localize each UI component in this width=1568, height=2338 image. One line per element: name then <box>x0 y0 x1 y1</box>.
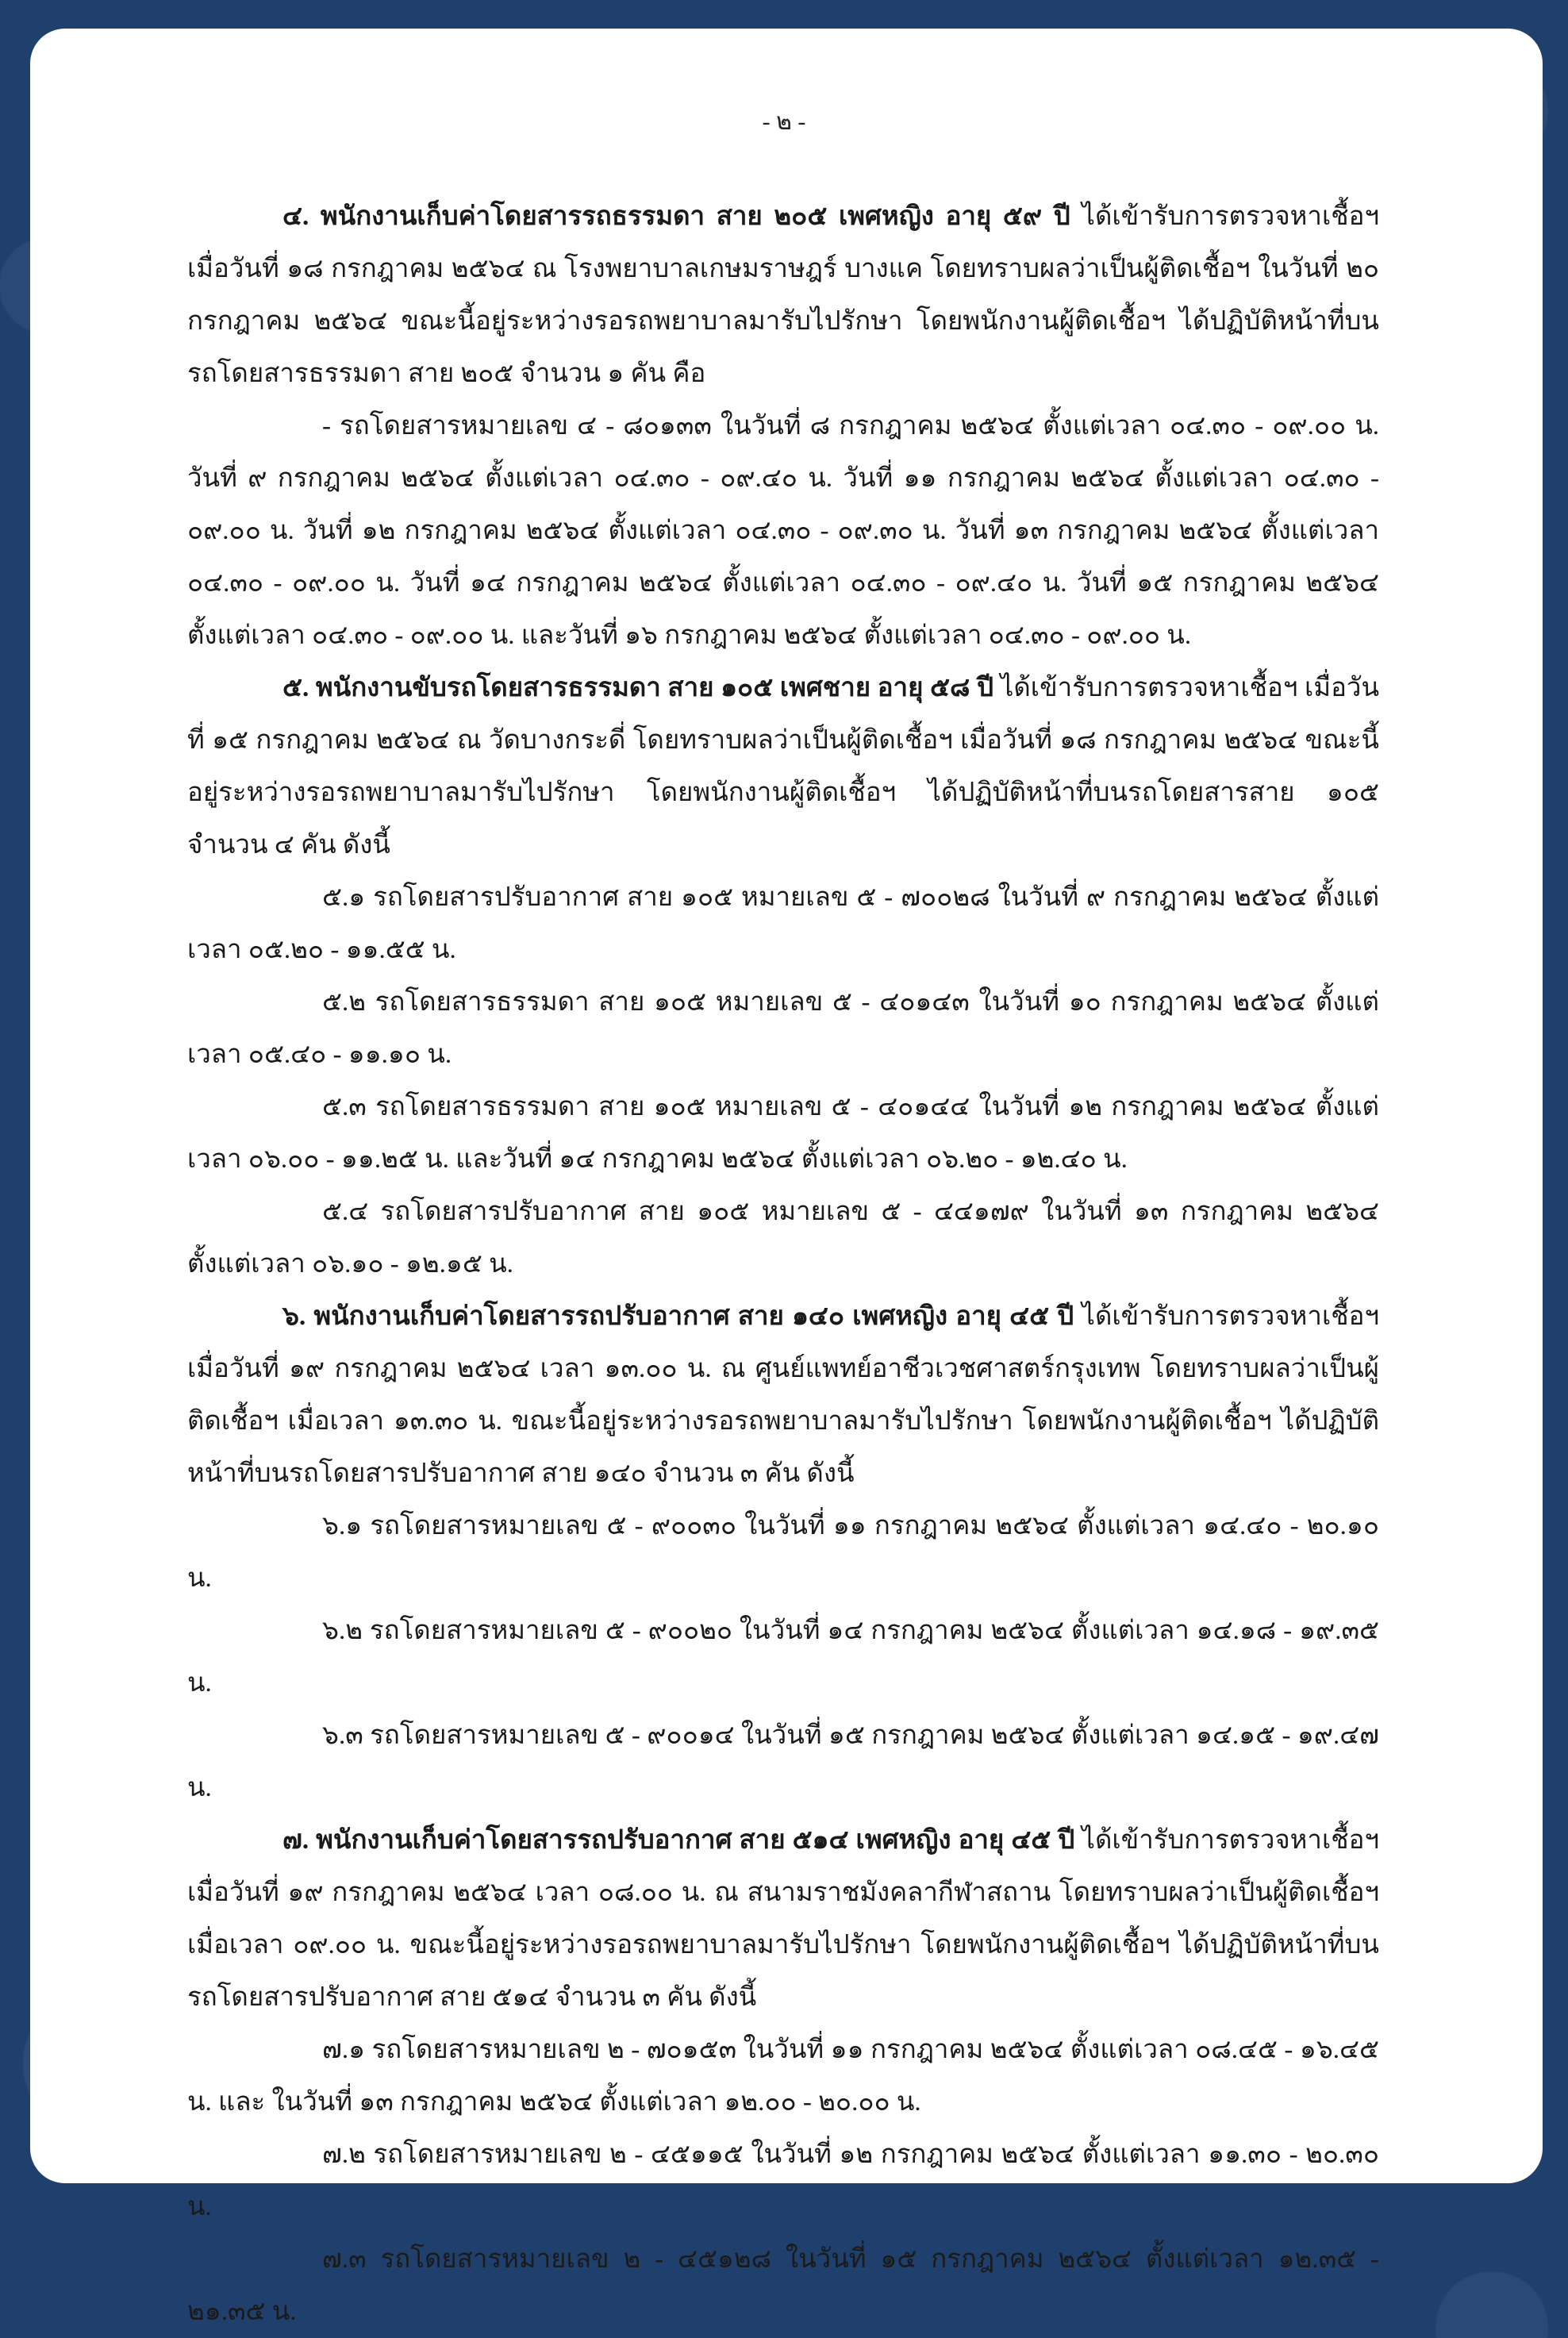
section-6-heading: ๖. พนักงานเก็บค่าโดยสารรถปรับอากาศ สาย ๑๔๐ เพศหญิง อายุ ๔๕ ปี <box>282 1302 1074 1331</box>
section-7-item-1: ๗.๑ รถโดยสารหมายเลข ๒ - ๗๐๑๕๓ ในวันที่ ๑๑ กรกฎาคม ๒๕๖๔ ตั้งแต่เวลา ๐๘.๔๕ - ๑๖.๔๕ น. และ ในวันที่ ๑๓ กรกฎาคม ๒๕๖๔ ตั้งแต่เวลา ๑๒.๐๐ - ๒๐.๐๐ น. <box>187 2036 1379 2117</box>
section-7-item-3: ๗.๓ รถโดยสารหมายเลข ๒ - ๔๕๑๒๘ ในวันที่ ๑๕ กรกฎาคม ๒๕๖๔ ตั้งแต่เวลา ๑๒.๓๕ - ๒๑.๓๕ น. <box>187 2245 1379 2326</box>
section-6-paragraph <box>187 1290 1379 1500</box>
section-6-item-1: ๖.๑ รถโดยสารหมายเลข ๕ - ๙๐๐๓๐ ในวันที่ ๑๑ กรกฎาคม ๒๕๖๔ ตั้งแต่เวลา ๑๔.๔๐ - ๒๐.๑๐ น. <box>187 1512 1379 1593</box>
section-5-item-2: ๕.๒ รถโดยสารธรรมดา สาย ๑๐๕ หมายเลข ๕ - ๔๐๑๔๓ ในวันที่ ๑๐ กรกฎาคม ๒๕๖๔ ตั้งแต่เวลา ๐๕.๔๐ - ๑๑.๑๐ น. <box>187 988 1379 1069</box>
section-7-text: ได้เข้ารับการตรวจหาเชื้อฯ เมื่อวันที่ ๑๙ กรกฎาคม ๒๕๖๔ เวลา ๐๘.๐๐ น. ณ สนามราชมังคลากีฬาสถาน โดยทราบผลว่าเป็นผู้ติดเชื้อฯ เมื่อเวลา ๐๙.๐๐ น. ขณะนี้อยู่ระหว่างรอรถพยาบาลมารับไปรักษา โดยพนักงานผู้ติดเชื้อฯ ได้ปฏิบัติหน้าที่บนรถโดยสารปรับอากาศ สาย ๕๑๔ จำนวน ๓ คัน ดังนี้ <box>187 1826 1379 2012</box>
section-6-item-2: ๖.๒ รถโดยสารหมายเลข ๕ - ๙๐๐๒๐ ในวันที่ ๑๔ กรกฎาคม ๒๕๖๔ ตั้งแต่เวลา ๑๔.๑๘ - ๑๙.๓๕ น. <box>187 1617 1379 1698</box>
section-7-item-2: ๗.๒ รถโดยสารหมายเลข ๒ - ๔๕๑๑๕ ในวันที่ ๑๒ กรกฎาคม ๒๕๖๔ ตั้งแต่เวลา ๑๑.๓๐ - ๒๐.๓๐ น. <box>187 2140 1379 2221</box>
section-4-heading: ๔. พนักงานเก็บค่าโดยสารรถธรรมดา สาย ๒๐๕ เพศหญิง อายุ ๕๙ ปี <box>282 202 1070 231</box>
section-5-text: ได้เข้ารับการตรวจหาเชื้อฯ เมื่อวันที่ ๑๕ กรกฎาคม ๒๕๖๔ ณ วัดบางกระดี่ โดยทราบผลว่าเป็นผู้ติดเชื้อฯ เมื่อวันที่ ๑๘ กรกฎาคม ๒๕๖๔ ขณะนี้อยู่ระหว่างรอรถพยาบาลมารับไปรักษา โดยพนักงานผู้ติดเชื้อฯ ได้ปฏิบัติหน้าที่บนรถโดยสารสาย ๑๐๕ จำนวน ๔ คัน ดังนี้ <box>187 674 1379 859</box>
document-body <box>187 190 1379 2338</box>
page-number: - ๒ - <box>762 109 806 135</box>
section-7-paragraph <box>187 1814 1379 2024</box>
section-4-item-1: - รถโดยสารหมายเลข ๔ - ๘๐๑๓๓ ในวันที่ ๘ กรกฎาคม ๒๕๖๔ ตั้งแต่เวลา ๐๔.๓๐ - ๐๙.๐๐ น. วันที่ ๙ กรกฎาคม ๒๕๖๔ ตั้งแต่เวลา ๐๔.๓๐ - ๐๙.๔๐ น. วันที่ ๑๑ กรกฎาคม ๒๕๖๔ ตั้งแต่เวลา ๐๔.๓๐ - ๐๙.๐๐ น. วันที่ ๑๒ กรกฎาคม ๒๕๖๔ ตั้งแต่เวลา ๐๔.๓๐ - ๐๙.๓๐ น. วันที่ ๑๓ กรกฎาคม ๒๕๖๔ ตั้งแต่เวลา ๐๔.๓๐ - ๐๙.๐๐ น. วันที่ ๑๔ กรกฎาคม ๒๕๖๔ ตั้งแต่เวลา ๐๔.๓๐ - ๐๙.๔๐ น. วันที่ ๑๕ กรกฎาคม ๒๕๖๔ ตั้งแต่เวลา ๐๔.๓๐ - ๐๙.๐๐ น. และวันที่ ๑๖ กรกฎาคม ๒๕๖๔ ตั้งแต่เวลา ๐๔.๓๐ - ๐๙.๐๐ น. <box>187 412 1379 650</box>
section-4-paragraph <box>187 190 1379 400</box>
section-6-text: ได้เข้ารับการตรวจหาเชื้อฯ เมื่อวันที่ ๑๙ กรกฎาคม ๒๕๖๔ เวลา ๑๓.๐๐ น. ณ ศูนย์แพทย์อาชีวเวชศาสตร์กรุงเทพ โดยทราบผลว่าเป็นผู้ติดเชื้อฯ เมื่อเวลา ๑๓.๓๐ น. ขณะนี้อยู่ระหว่างรอรถพยาบาลมารับไปรักษา โดยพนักงานผู้ติดเชื้อฯ ได้ปฏิบัติหน้าที่บนรถโดยสารปรับอากาศ สาย ๑๔๐ จำนวน ๓ คัน ดังนี้ <box>187 1302 1379 1488</box>
section-5-item-3: ๕.๓ รถโดยสารธรรมดา สาย ๑๐๕ หมายเลข ๕ - ๔๐๑๔๔ ในวันที่ ๑๒ กรกฎาคม ๒๕๖๔ ตั้งแต่เวลา ๐๖.๐๐ - ๑๑.๒๕ น. และวันที่ ๑๔ กรกฎาคม ๒๕๖๔ ตั้งแต่เวลา ๐๖.๒๐ - ๑๒.๔๐ น. <box>187 1093 1379 1174</box>
section-5-heading: ๕. พนักงานขับรถโดยสารธรรมดา สาย ๑๐๕ เพศชาย อายุ ๕๘ ปี <box>282 674 994 702</box>
section-5-item-4: ๕.๔ รถโดยสารปรับอากาศ สาย ๑๐๕ หมายเลข ๕ - ๔๔๑๗๙ ในวันที่ ๑๓ กรกฎาคม ๒๕๖๔ ตั้งแต่เวลา ๐๖.๑๐ - ๑๒.๑๕ น. <box>187 1198 1379 1279</box>
section-5-paragraph <box>187 662 1379 871</box>
section-5-item-1: ๕.๑ รถโดยสารปรับอากาศ สาย ๑๐๕ หมายเลข ๕ - ๗๐๐๒๘ ในวันที่ ๙ กรกฎาคม ๒๕๖๔ ตั้งแต่เวลา ๐๕.๒๐ - ๑๑.๕๕ น. <box>187 883 1379 964</box>
section-7-heading: ๗. พนักงานเก็บค่าโดยสารรถปรับอากาศ สาย ๕๑๔ เพศหญิง อายุ ๔๕ ปี <box>282 1826 1075 1855</box>
section-6-item-3: ๖.๓ รถโดยสารหมายเลข ๕ - ๙๐๐๑๔ ในวันที่ ๑๕ กรกฎาคม ๒๕๖๔ ตั้งแต่เวลา ๑๔.๑๕ - ๑๙.๔๗ น. <box>187 1721 1379 1802</box>
section-4-text: ได้เข้ารับการตรวจหาเชื้อฯ เมื่อวันที่ ๑๘ กรกฎาคม ๒๕๖๔ ณ โรงพยาบาลเกษมราษฎร์ บางแค โดยทราบผลว่าเป็นผู้ติดเชื้อฯ ในวันที่ ๒๐ กรกฎาคม ๒๕๖๔ ขณะนี้อยู่ระหว่างรอรถพยาบาลมารับไปรักษา โดยพนักงานผู้ติดเชื้อฯ ได้ปฏิบัติหน้าที่บนรถโดยสารธรรมดา สาย ๒๐๕ จำนวน ๑ คัน คือ <box>187 202 1379 388</box>
